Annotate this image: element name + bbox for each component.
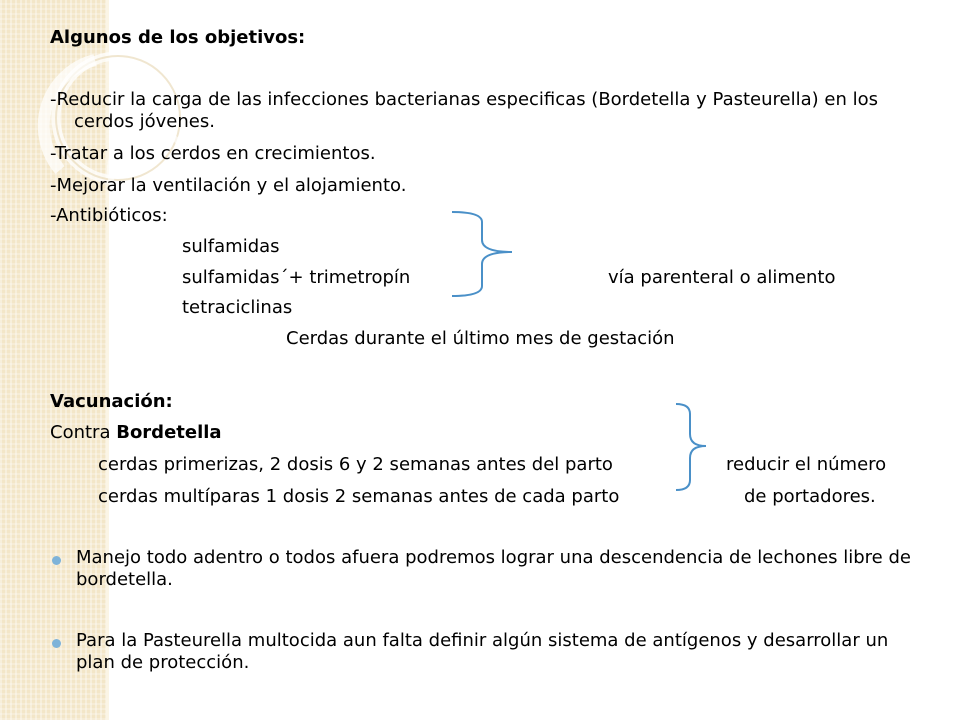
bullet-icon — [52, 556, 61, 565]
vaccination-result: de portadores. — [744, 486, 876, 507]
objective-item: -Tratar a los cerdos en crecimientos. — [50, 143, 376, 164]
treatment-note: Cerdas durante el último mes de gestación — [286, 328, 675, 349]
antibiotic-item: tetraciclinas — [182, 297, 293, 318]
bullet-icon — [52, 639, 61, 648]
vaccination-heading: Vacunación: — [50, 391, 173, 412]
vaccination-schedule: cerdas primerizas, 2 dosis 6 y 2 semanas antes del parto — [98, 454, 613, 475]
bullet-item: Manejo todo adentro o todos afuera podremos lograr una descendencia de lechones libre de bordetella. — [76, 547, 911, 590]
vaccination-target-prefix: Contra — [50, 422, 111, 443]
objective-item: -Reducir la carga de las infecciones bacterianas especificas (Bordetella y Pasteurella) en los cerdos jóvenes. — [50, 89, 878, 132]
objective-item: -Mejorar la ventilación y el alojamiento. — [50, 175, 407, 196]
slide-heading: Algunos de los objetivos: — [50, 27, 306, 48]
objective-item: -Antibióticos: — [50, 205, 168, 226]
vaccination-result: reducir el número — [726, 454, 887, 475]
vaccination-schedule: cerdas multíparas 1 dosis 2 semanas antes de cada parto — [98, 486, 620, 507]
antibiotic-item: sulfamidas — [182, 236, 280, 257]
antibiotic-item: sulfamidas´+ trimetropín — [182, 267, 411, 288]
vaccination-target-name: Bordetella — [116, 422, 222, 443]
administration-route: vía parenteral o alimento — [608, 267, 836, 288]
bullet-item: Para la Pasteurella multocida aun falta definir algún sistema de antígenos y desarrollar un plan de protección. — [76, 630, 889, 673]
